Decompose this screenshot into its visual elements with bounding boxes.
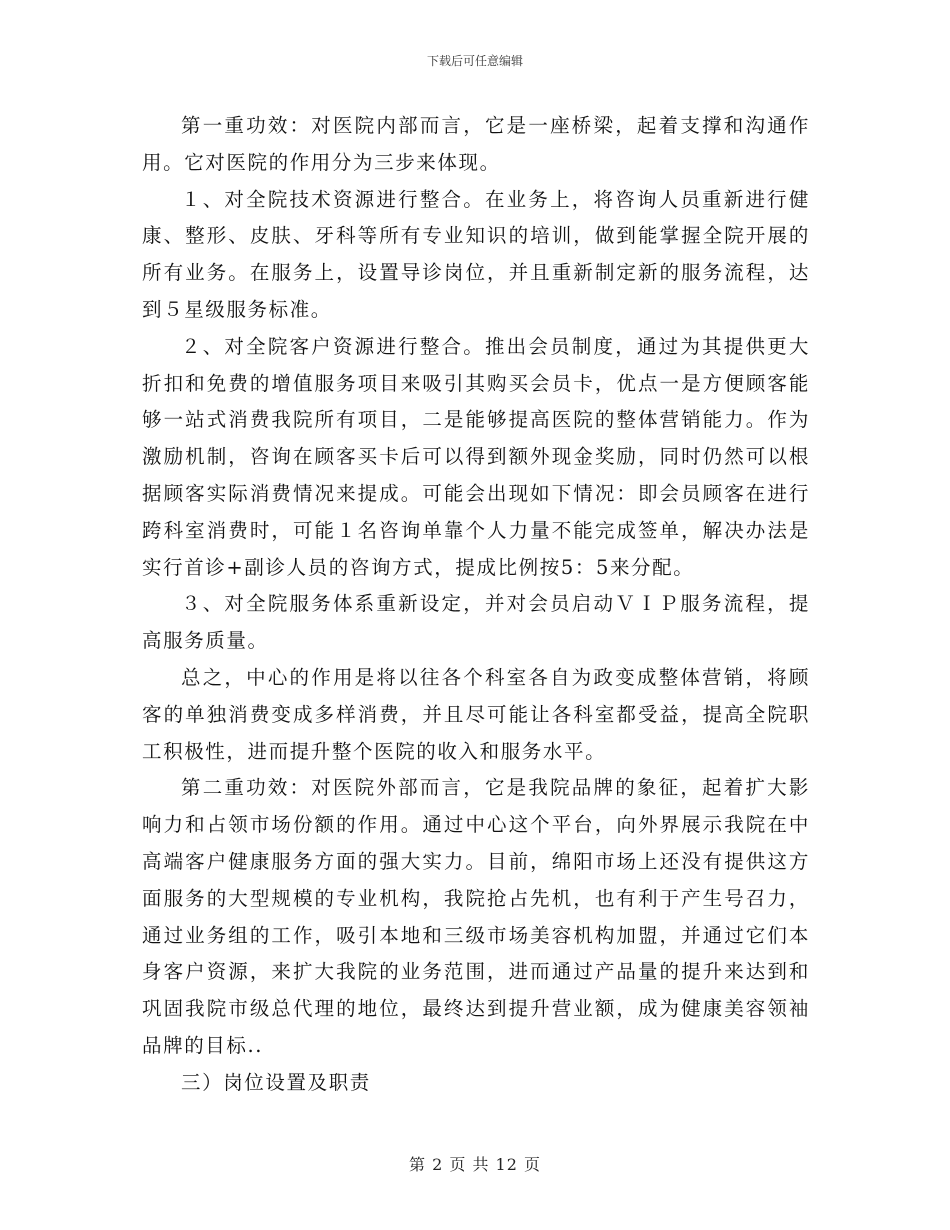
paragraph-item-1: １、对全院技术资源进行整合。在业务上，将咨询人员重新进行健康、整形、皮肤、牙科等所有专业知识的培训，做到能掌握全院开展的所有业务。在服务上，设置导诊岗位，并且重新制定新的服务流程，达到５星级服务标准。 (142, 187, 810, 321)
page-footer (0, 1152, 950, 1175)
paragraph-item-3: ３、对全院服务体系重新设定，并对会员启动ＶＩＰ服务流程，提高服务质量。 (142, 592, 810, 653)
paragraph-item-2: ２、对全院客户资源进行整合。推出会员制度，通过为其提供更大折扣和免费的增值服务项目来吸引其购买会员卡，优点一是方便顾客能够一站式消费我院所有项目，二是能够提高医院的整体营销能力。作为激励机制，咨询在顾客买卡后可以得到额外现金奖励，同时仍然可以根据顾客实际消费情况来提成。可能会出现如下情况：即会员顾客在进行跨科室消费时，可能１名咨询单靠个人力量不能完成签单，解决办法是实行首诊+副诊人员的咨询方式，提成比例按5：5来分配。 (142, 334, 810, 579)
page-number: 第 2 页 共 12 页 (409, 1155, 541, 1174)
section-heading-positions: 三）岗位设置及职责 (181, 1070, 371, 1094)
page-header: 下载后可任意编辑 (426, 54, 523, 68)
paragraph-summary: 总之，中心的作用是将以往各个科室各自为政变成整体营销，将顾客的单独消费变成多样消费，并且尽可能让各科室都受益，提高全院职工积极性，进而提升整个医院的收入和服务水平。 (142, 665, 810, 763)
paragraph-second-effect: 第二重功效：对医院外部而言，它是我院品牌的象征，起着扩大影响力和占领市场份额的作用。通过中心这个平台，向外界展示我院在中高端客户健康服务方面的强大实力。目前，绵阳市场上还没有提供这方面服务的大型规模的专业机构，我院抢占先机，也有利于产生号召力，通过业务组的工作，吸引本地和三级市场美容机构加盟，并通过它们本身客户资源，来扩大我院的业务范围，进而通过产品量的提升来达到和巩固我院市级总代理的地位，最终达到提升营业额，成为健康美容领袖品牌的目标.. (142, 776, 810, 1057)
paragraph-first-effect: 第一重功效：对医院内部而言，它是一座桥梁，起着支撑和沟通作用。它对医院的作用分为三步来体现。 (142, 114, 810, 174)
document-body (142, 108, 810, 1102)
